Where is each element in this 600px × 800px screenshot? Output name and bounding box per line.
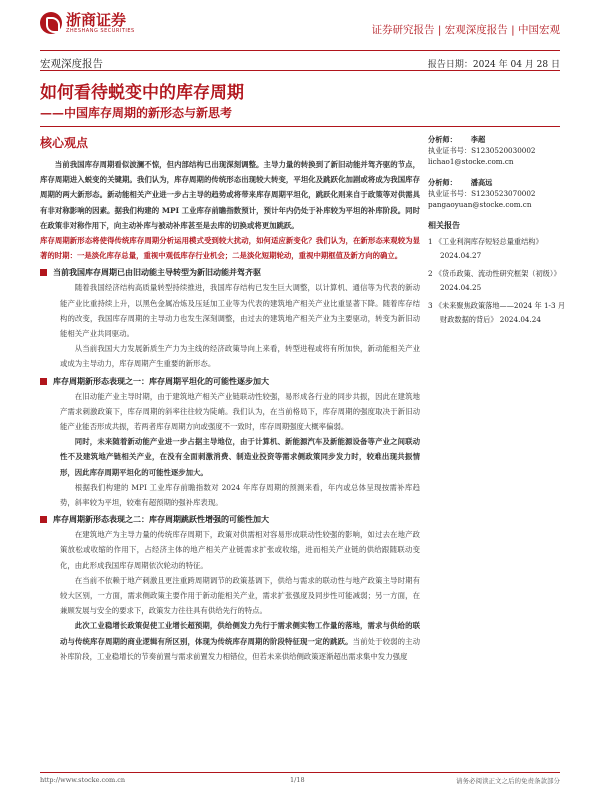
core-heading: 核心观点	[40, 136, 89, 150]
analyst-role: 分析师：	[428, 178, 457, 187]
section-2-paragraph-3: 根据我们构建的 MPI 工业库存前瞻指数对 2024 年库存周期的预测来看，年内或总体呈现按需补库趋势，斜率较为平坦，较难有超预期的强补库表现。	[60, 482, 420, 508]
footer-divider	[40, 772, 560, 773]
analyst-2	[428, 177, 568, 210]
logo-icon	[40, 12, 62, 34]
section-1-paragraph-2: 从当前我国大力发展新质生产力为主线的经济政策导向上来看，转型进程或将有所加快，新动能相关产业或成为主导动力，库存周期产生重要的新形态。	[60, 344, 420, 369]
section-2-paragraph-2: 同时，未来随着新动能产业进一步占据主导地位，由于计算机、新能源汽车及新能源设备等产业之间联动性不及建筑地产链相关产业，在没有全面刺激消费、制造业投资等需求侧政策同步发力时，较难出现共振情形，因此库存周期平坦化的可能性逐步加大。	[60, 437, 420, 477]
related-report-item[interactable]: 2 《货币政策、流动性研究框架（初级）》 2024.04.25	[428, 269, 561, 292]
analyst-1	[428, 134, 568, 167]
header-tags: 证券研究报告 | 宏观深度报告 | 中国宏观	[371, 24, 560, 36]
section-1-paragraph-1: 随着我国经济结构高质量转型持续推进，我国库存结构已发生巨大调整，以计算机、通信等为代表的新动能产业比重持续上升，以黑色金属冶炼及压延加工业等为代表的建筑地产相关产业比重显著下降。随着库存结构的改变，我国库存周期的主导动力也发生深刻调整，由过去的建筑地产相关产业为主要驱动，转变为新旧动能相关产业共同驱动。	[60, 283, 420, 339]
logo-en-text: ZHESHANG SECURITIES	[66, 28, 135, 34]
related-report-item[interactable]: 1 《工业利润库存短轻总量重结构》 2024.04.27	[428, 237, 543, 260]
section-2-heading: 库存周期新形态表现之一：库存周期平坦化的可能性逐步加大	[40, 374, 420, 389]
analyst-email[interactable]: pangaoyuan@stocke.com.cn	[428, 200, 532, 209]
section-3-paragraph-2: 在当前不依赖于地产刺激且更注重跨周期调节的政策基调下，供给与需求的联动性与地产政策主导时期有较大区别，一方面，需求侧政策主要作用于新动能相关产业，需求扩张强度及同步性可能减弱；另一方面，在兼顾发展与安全的要求下，政策发力往往具有供给先行的特点。	[60, 575, 420, 616]
analyst-email[interactable]: lichao1@stocke.com.cn	[428, 157, 514, 166]
page-header	[0, 0, 600, 48]
section-3-bold-text: 此次工业稳增长政策促使工业增长超预期，供给侧发力先行于需求侧实物工作量的落地，需求与供给的联动与传统库存周期的商业逻辑有所区别，体现为传统库存周期的阶段特征现一定的跳跃。	[60, 621, 420, 646]
analyst-cert: 执业证书号：S1230523070002	[428, 189, 536, 198]
header-divider	[40, 50, 560, 51]
report-title: 如何看待蜕变中的库存周期	[40, 83, 244, 103]
logo-text: 浙商证券	[66, 11, 127, 29]
report-subtitle: ——中国库存周期的新形态与新思考	[40, 106, 233, 120]
section-2-paragraph-1: 在旧动能产业主导时期，由于建筑地产相关产业链联动性较强，易形成各行业的同步共振，因此在建筑地产需求刺激政策下，库存周期的斜率往往较为陡峭。我们认为，在当前格局下，库存周期的强度取决于新旧动能产业能否形成共振，若两者库存周期方向或强度不一致时，库存周期强度大概率偏弱。	[60, 391, 420, 432]
section-3-paragraph-3	[60, 618, 420, 664]
subheader-divider	[40, 70, 560, 71]
company-logo	[40, 12, 135, 34]
analyst-role: 分析师：	[428, 135, 457, 144]
bullet-square-icon	[40, 378, 47, 385]
footer-page-number: 1/18	[290, 776, 305, 784]
analyst-cert: 执业证书号：S1230520030002	[428, 146, 536, 155]
related-reports-heading: 相关报告	[428, 220, 460, 230]
related-report-item[interactable]: 3 《未来聚焦政策落地——2024 年 1-3 月财政数据的背后》 2024.04.24	[428, 301, 566, 324]
footer-disclaimer: 请务必阅读正文之后的免责条款部分	[456, 777, 560, 785]
footer-website[interactable]: http://www.stocke.com.cn	[40, 776, 126, 784]
title-divider	[40, 126, 560, 127]
bullet-square-icon	[40, 516, 47, 523]
main-column	[40, 134, 420, 664]
section-3-heading: 库存周期新形态表现之二：库存周期跳跃性增强的可能性加大	[40, 512, 420, 527]
section-3-rest-text: 当前处于较弱的主动补库阶段，工业稳增长的节奏前置与需求前置发力相错位，但若未来供给侧政策逐渐超出需求集中发力强度	[60, 636, 420, 661]
section-3-paragraph-1: 在建筑地产为主导力量的传统库存周期下，政策对供需相对容易形成联动性较强的影响，如过去在地产政策放松或收缩的作用下，占经济主体的地产相关产业链需求扩张或收缩，进而相关产业链的供给跟随联动变化，由此形成我国库存周期依次轮动的特征。	[60, 530, 420, 570]
core-paragraph-2: 库存周期新形态将使得传统库存周期分析运用模式受到较大扰动，如何适应新变化？我们认为，在新形态来观较为显著的时期：一是淡化库存总量，重视中观低库存行业机会；二是淡化短期轮动，重视中期框值及新方向的确立。	[40, 236, 420, 261]
report-type: 宏观深度报告	[40, 58, 103, 70]
analyst-name: 李超	[470, 135, 486, 144]
sidebar	[428, 134, 568, 331]
analyst-name: 潘高远	[470, 178, 493, 187]
section-1-heading: 当前我国库存周期已由旧动能主导转型为新旧动能并驾齐驱	[40, 265, 420, 280]
bullet-square-icon	[40, 269, 47, 276]
report-date: 报告日期：2024 年 04 月 28 日	[427, 60, 560, 70]
core-paragraph-1: 当前我国库存周期看似波澜不惊，但内部结构已出现深刻调整。主导力量的转换到了新旧动能并驾齐驱的节点，库存周期进入蜕变的关键期。我们认为，库存周期的传统形态出现较大转变，平坦化及跳跃化加剧或将成为我国库存周期的两大新形态。新动能相关产业进一步占主导的趋势或将带来库存周期平坦化，跳跃化则来自于政策等对供需具有非对称影响的因素。据我们构建的 MPI 工业库存前瞻指数预计，预计年内仍处于补库较为平坦的补库阶段。同时在政策非对称作用下，向主动补库与被动补库甚至是去库的切换或将更加跳跃。	[40, 160, 420, 230]
